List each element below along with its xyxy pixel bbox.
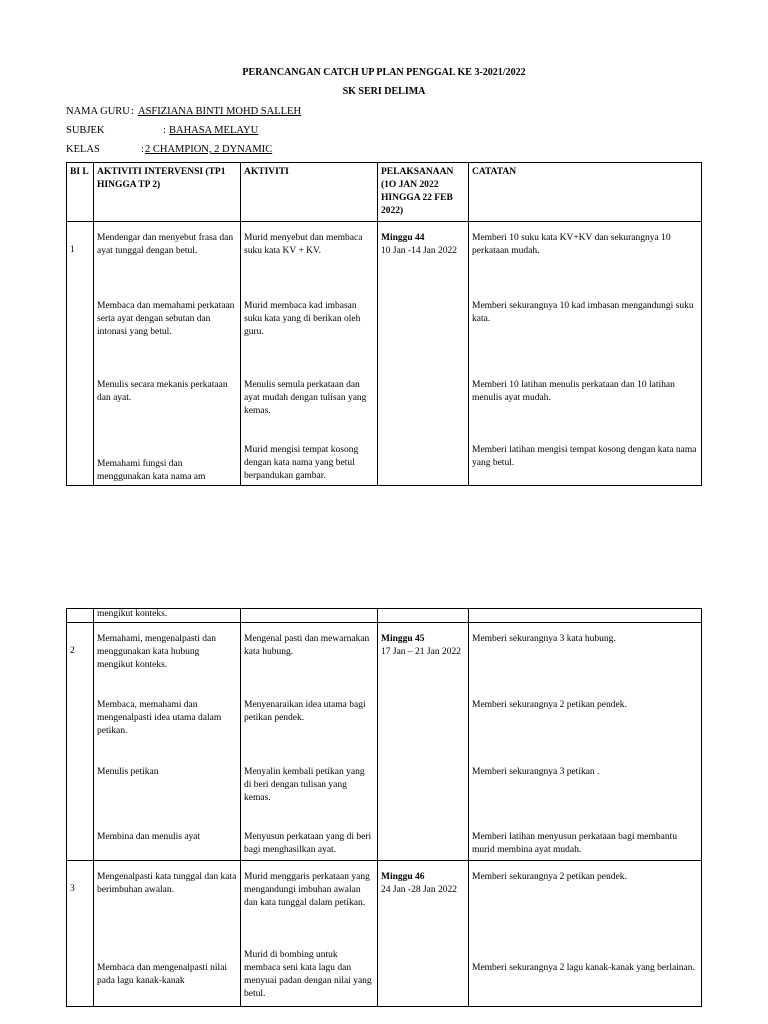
week-label: Minggu 46	[381, 872, 425, 882]
header-bil: BI L	[67, 163, 94, 222]
intervensi-item: Membina dan menulis ayat	[97, 832, 201, 842]
intervensi-item: Membaca dan mengenalpasti nilai pada lagu kanak-kanak	[97, 963, 228, 986]
bil-cell	[67, 861, 94, 1007]
aktiviti-item: Mengenal pasti dan mewarnakan kata hubung.	[244, 634, 370, 657]
catatan-cell	[469, 623, 702, 861]
plan-table-page1	[66, 162, 702, 486]
bil-number: 2	[70, 646, 75, 656]
bil-number: 3	[70, 884, 75, 894]
catatan-item: Memberi sekurangnya 3 kata hubung.	[472, 634, 616, 644]
table-header-row	[67, 163, 702, 222]
school-name: SK SERI DELIMA	[342, 86, 426, 97]
pelaksanaan-cell	[378, 623, 469, 861]
subject-sep: :	[163, 125, 166, 136]
header-catatan: CATATAN	[469, 163, 702, 222]
aktiviti-item: Murid menyebut dan membaca suku kata KV + KV.	[244, 233, 363, 256]
intervensi-cell	[94, 222, 241, 486]
header-intervensi: AKTIVITI INTERVENSI (TP1 HINGGA TP 2)	[94, 163, 241, 222]
continuation-text: mengikut konteks.	[94, 609, 241, 623]
aktiviti-item: Menyusun perkataan yang di beri bagi menghasilkan ayat.	[244, 832, 372, 855]
document-title: PERANCANGAN CATCH UP PLAN PENGGAL KE 3-2021/2022	[242, 67, 526, 78]
table-row	[67, 609, 702, 623]
aktiviti-item: Menyenaraikan idea utama bagi petikan pendek.	[244, 700, 366, 723]
aktiviti-cell	[241, 623, 378, 861]
intervensi-item: Menulis petikan	[97, 767, 159, 777]
aktiviti-item: Menulis semula perkataan dan ayat mudah dengan tulisan yang kemas.	[244, 380, 367, 416]
bil-cell	[67, 623, 94, 861]
pelaksanaan-cell	[378, 222, 469, 486]
intervensi-item: Memahami fungsi dan menggunakan kata nama am	[97, 459, 206, 482]
class-sep: :	[141, 144, 144, 155]
catatan-item: Memberi sekurangnya 10 kad imbasan mengandungi suku kata.	[472, 301, 694, 324]
subject-label: SUBJEK	[66, 125, 105, 136]
catatan-item: Memberi sekurangnya 2 petikan pendek.	[472, 872, 627, 882]
week-label: Minggu 44	[381, 233, 425, 243]
catatan-item: Memberi latihan menyusun perkataan bagi membantu murid membina ayat mudah.	[472, 832, 677, 855]
intervensi-item: Membaca, memahami dan mengenalpasti idea utama dalam petikan.	[97, 700, 222, 736]
intervensi-item: Membaca dan memahami perkataan serta ayat dengan sebutan dan intonasi yang betul.	[97, 301, 235, 337]
bil-number: 1	[70, 245, 75, 255]
intervensi-item: Menulis secara mekanis perkataan dan ayat.	[97, 380, 228, 403]
intervensi-cell	[94, 861, 241, 1007]
catatan-item: Memberi 10 suku kata KV+KV dan sekurangnya 10 perkataan mudah.	[472, 233, 671, 256]
teacher-value: ASFIZIANA BINTI MOHD SALLEH	[138, 106, 302, 117]
table-row	[67, 222, 702, 486]
plan-table-page2	[66, 608, 702, 1007]
aktiviti-item: Murid di bombing untuk membaca seni kata lagu dan menyuai padan dengan nilai yang betul.	[244, 950, 372, 999]
pelaksanaan-cell	[378, 861, 469, 1007]
header-pelaksanaan: PELAKSANAAN (1O JAN 2022 HINGGA 22 FEB 2022)	[378, 163, 469, 222]
aktiviti-item: Murid menggaris perkataan yang mengandungi imbuhan awalan dan kata tunggal dalam petikan.	[244, 872, 370, 908]
intervensi-item: Memahami, mengenalpasti dan menggunakan kata hubung mengikut konteks.	[97, 634, 216, 670]
aktiviti-cell	[241, 861, 378, 1007]
intervensi-cell	[94, 623, 241, 861]
aktiviti-item: Menyalin kembali petikan yang di beri dengan tulisan yang kemas.	[244, 767, 365, 803]
aktiviti-item: Murid mengisi tempat kosong dengan kata nama yang betul berpandukan gambar.	[244, 445, 359, 481]
catatan-cell	[469, 222, 702, 486]
week-label: Minggu 45	[381, 634, 425, 644]
date-range: 10 Jan -14 Jan 2022	[381, 246, 457, 256]
subject-value: BAHASA MELAYU	[169, 125, 259, 136]
aktiviti-item: Murid membaca kad imbasan suku kata yang di berikan oleh guru.	[244, 301, 361, 337]
class-value: 2 CHAMPION, 2 DYNAMIC	[145, 144, 273, 155]
catatan-item: Memberi 10 latihan menulis perkataan dan 10 latihan menulis ayat mudah.	[472, 380, 675, 403]
catatan-item: Memberi sekurangnya 3 petikan .	[472, 767, 600, 777]
teacher-sep: :	[131, 106, 134, 117]
class-label: KELAS	[66, 144, 100, 155]
header-aktiviti: AKTIVITI	[241, 163, 378, 222]
catatan-item: Memberi latihan mengisi tempat kosong dengan kata nama yang betul.	[472, 445, 697, 468]
aktiviti-cell	[241, 222, 378, 486]
table-row	[67, 861, 702, 1007]
date-range: 24 Jan -28 Jan 2022	[381, 885, 457, 895]
intervensi-item: Mengenalpasti kata tunggal dan kata berimbuhan awalan.	[97, 872, 237, 895]
catatan-item: Memberi sekurangnya 2 petikan pendek.	[472, 700, 627, 710]
table-row	[67, 623, 702, 861]
intervensi-item: Mendengar dan menyebut frasa dan ayat tunggal dengan betul.	[97, 233, 234, 256]
catatan-cell	[469, 861, 702, 1007]
catatan-item: Memberi sekurangnya 2 lagu kanak-kanak yang berlainan.	[472, 963, 695, 973]
date-range: 17 Jan – 21 Jan 2022	[381, 647, 461, 657]
teacher-label: NAMA GURU	[66, 106, 130, 117]
bil-cell	[67, 222, 94, 486]
